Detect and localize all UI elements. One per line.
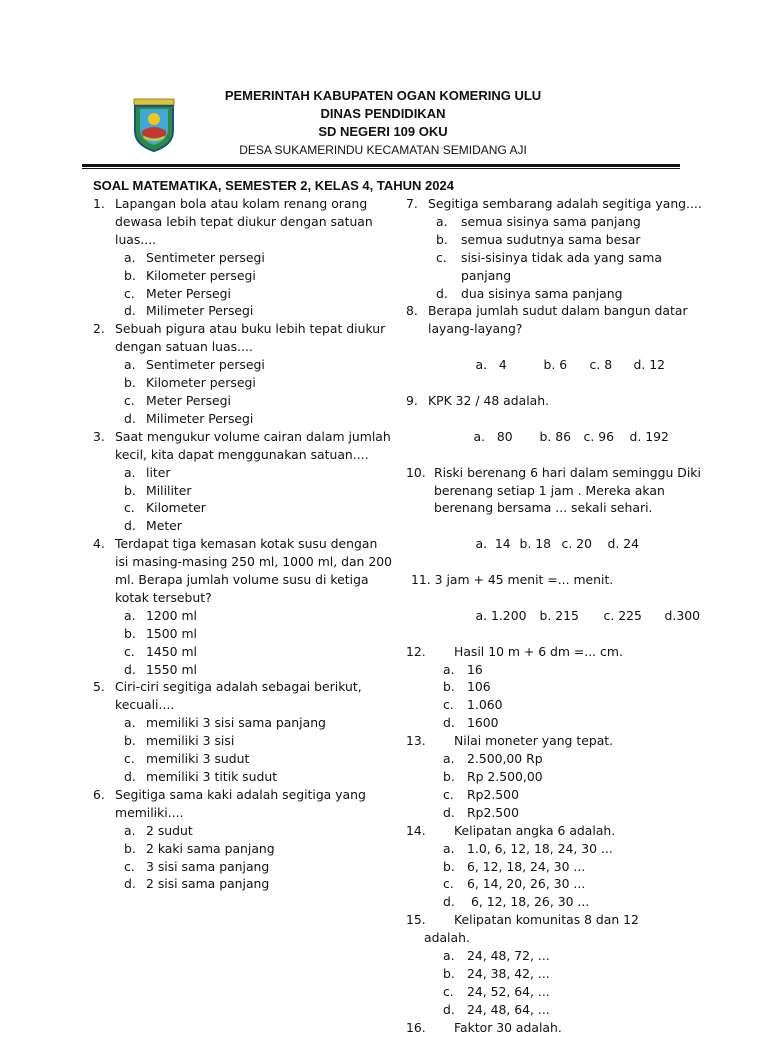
option-b: b. 6 [543,357,568,373]
option-a: a. 16 [443,661,483,677]
option-b: b. memiliki 3 sisi [124,733,235,749]
header-government: PEMERINTAH KABUPATEN OGAN KOMERING ULU [224,88,542,103]
question-text: Sebuah pigura atau buku lebih tepat diukur dengan satuan luas.... [115,321,386,355]
option-c: c. Kilometer [124,500,206,516]
option-d: d. dua sisinya sama panjang [436,285,623,301]
option-b: b. semua sudutnya sama besar [436,231,641,247]
option-c: c. 6, 14, 20, 26, 30 ... [443,876,586,892]
option-c: c. memiliki 3 sudut [124,751,250,767]
header-divider-thin [82,168,680,169]
question-text: Kelipatan komunitas 8 dan 12 [454,912,639,928]
option-c: c. 8 [589,357,613,373]
question-text: Ciri-ciri segitiga adalah sebagai berikut, kecuali.... [115,679,362,713]
option-d: d. Milimeter Persegi [124,303,254,319]
header-school: SD NEGERI 109 OKU [318,124,448,139]
option-a: a. 4 [475,357,507,373]
question-text: Segitiga sama kaki adalah segitiga yang memiliki.... [115,786,366,820]
option-d: d. 6, 12, 18, 26, 30 ... [443,894,590,910]
question-text: Lapangan bola atau kolam renang orang dewasa lebih tepat diukur dengan satuan luas.... [115,196,373,247]
question-text: KPK 32 / 48 adalah. [428,392,550,408]
option-c: c. sisi-sisinya tidak ada yang sama panjang [436,249,662,283]
option-b: b. Kilometer persegi [124,267,256,283]
question-16: 16. Faktor 30 adalah. [406,1019,562,1035]
option-b: b. 2 kaki sama panjang [124,840,275,856]
inline-options [406,517,711,571]
question-5: 5. Ciri-ciri segitiga adalah sebagai berikut, kecuali.... a. memiliki 3 sisi sama panjang b. memiliki 3 sisi c. memiliki 3 sudut d. memiliki 3 titik sudut [93,678,393,785]
option-a: a. 1200 ml [124,607,197,623]
question-9: 9. KPK 32 / 48 adalah. a. 80 b. 86 c. 96 d. 192 [406,392,711,464]
inline-options [406,338,711,392]
option-a: a. 2.500,00 Rp [443,751,543,767]
option-b: b. Mililiter [124,482,192,498]
right-column [406,195,711,1037]
inline-options [406,589,711,643]
option-a: a. Sentimeter persegi [124,249,265,265]
option-d: d. 2 sisi sama panjang [124,876,270,892]
option-a: a. 2 sudut [124,822,193,838]
option-d: d. 192 [629,428,669,444]
option-b: b. Rp 2.500,00 [443,769,543,784]
option-a: a. Sentimeter persegi [124,357,265,373]
option-c: c. 1.060 [443,697,503,713]
option-c: c. 24, 52, 64, ... [443,983,550,999]
question-3: 3. Saat mengukur volume cairan dalam jumlah kecil, kita dapat menggunakan satuan.... a. liter b. Mililiter c. Kilometer d. Meter [93,428,393,535]
question-1: 1. Lapangan bola atau kolam renang orang dewasa lebih tepat diukur dengan satuan luas.... a. Sentimeter persegi b. Kilometer persegi c. Meter Persegi d. Milimeter Persegi [93,195,393,320]
option-c: c. 3 sisi sama panjang [124,858,270,874]
question-text: Faktor 30 adalah. [454,1019,562,1035]
question-text: Terdapat tiga kemasan kotak susu dengan isi masing-masing 250 ml, 1000 ml, dan 200 ml. Berapa jumlah volume susu di ketiga kotak tersebut? [115,536,392,605]
question-14: 14. Kelipatan angka 6 adalah. a. 1.0, 6, 12, 18, 24, 30 ... b. 6, 12, 18, 24, 30 ... c. 6, 14, 20, 26, 30 ... d. 6, 12, 18, 26, 30 ... [406,822,711,912]
option-c: c. Meter Persegi [124,285,231,301]
left-column [93,195,393,893]
option-b: b. Kilometer persegi [124,375,256,391]
option-a: a. semua sisinya sama panjang [436,213,641,229]
option-b: b. 1500 ml [124,625,197,641]
header-department: DINAS PENDIDIKAN [320,106,446,121]
option-d: d. 24, 48, 64, ... [443,1001,550,1017]
question-10: 10. Riski berenang 6 hari dalam seminggu Diki berenang setiap 1 jam . Mereka akan berenang bersama ... sekali sehari. a. 14 b. 18 c. 20 d. 24 [406,464,711,571]
option-a: a. 1.200 [475,607,527,623]
question-12: 12. Hasil 10 m + 6 dm =... cm. a. 16 b. 106 c. 1.060 d. 1600 [406,643,711,733]
regency-emblem-icon [132,97,176,153]
option-d: d.300 [664,607,700,623]
question-4: 4. Terdapat tiga kemasan kotak susu dengan isi masing-masing 250 ml, 1000 ml, dan 200 ml. Berapa jumlah volume susu di ketiga kotak tersebut? a. 1200 ml b. 1500 ml c. 1450 ml d. 1550 ml [93,536,392,677]
question-text: Saat mengukur volume cairan dalam jumlah kecil, kita dapat menggunakan satuan.... [115,428,391,462]
question-text-continued: adalah. [424,930,470,946]
option-c: c. 225 [603,607,642,623]
option-a: a. liter [124,464,171,480]
question-text: Nilai moneter yang tepat. [454,733,614,749]
question-15: 15. Kelipatan komunitas 8 dan 12 adalah. a. 24, 48, 72, ... b. 24, 38, 42, ... c. 24, 52, 64, ... d. 24, 48, 64, ... [406,911,711,1018]
option-a: a. 1.0, 6, 12, 18, 24, 30 ... [443,840,613,856]
option-a: a. 14 [475,536,511,552]
option-b: b. 6, 12, 18, 24, 30 ... [443,858,586,874]
inline-options [406,410,711,464]
option-d: d. memiliki 3 titik sudut [124,769,278,784]
option-d: d. Rp2.500 [443,804,519,820]
option-b: b. 18 [519,536,552,552]
option-b: b. 24, 38, 42, ... [443,965,550,981]
question-8: 8. Berapa jumlah sudut dalam bangun datar layang-layang? a. 4 b. 6 c. 8 d. 12 [406,302,711,392]
option-d: d. Milimeter Persegi [124,410,254,426]
option-d: d. 12 [633,357,666,373]
option-b: b. 106 [443,679,491,695]
option-c: c. 1450 ml [124,643,197,659]
option-d: d. 1600 [443,715,499,731]
exam-title: SOAL MATEMATIKA, SEMESTER 2, KELAS 4, TAHUN 2024 [93,178,454,193]
question-6: 6. Segitiga sama kaki adalah segitiga yang memiliki.... a. 2 sudut b. 2 kaki sama panjang c. 3 sisi sama panjang d. 2 sisi sama panjang [93,786,393,893]
option-b: b. 86 [539,428,572,444]
option-c: c. Rp2.500 [443,786,519,802]
question-text: Riski berenang 6 hari dalam seminggu Diki berenang setiap 1 jam . Mereka akan berenang bersama ... sekali sehari. [434,464,701,516]
option-d: d. Meter [124,518,182,534]
option-d: d. 24 [607,536,640,552]
question-text: Kelipatan angka 6 adalah. [454,822,616,838]
header-divider [82,164,680,167]
option-d: d. 1550 ml [124,661,197,677]
option-a: a. 24, 48, 72, ... [443,948,550,964]
option-a: a. 80 [473,428,513,444]
option-c: c. 20 [561,536,592,552]
question-2: 2. Sebuah pigura atau buku lebih tepat diukur dengan satuan luas.... a. Sentimeter persegi b. Kilometer persegi c. Meter Persegi d. Milimeter Persegi [93,320,393,427]
question-text: 11. 3 jam + 45 menit =... menit. [411,572,614,588]
option-b: b. 215 [539,607,579,623]
option-c: c. 96 [583,428,614,444]
option-c: c. Meter Persegi [124,392,231,408]
question-7: 7. Segitiga sembarang adalah segitiga yang.... a. semua sisinya sama panjang b. semua sudutnya sama besar c. sisi-sisinya tidak ada yang sama panjang d. dua sisinya sama panjang [406,195,711,302]
header-address: DESA SUKAMERINDU KECAMATAN SEMIDANG AJI [239,143,527,157]
question-13: 13. Nilai moneter yang tepat. a. 2.500,00 Rp b. Rp 2.500,00 c. Rp2.500 d. Rp2.500 [406,732,711,822]
question-text: Berapa jumlah sudut dalam bangun datar layang-layang? [428,303,688,337]
option-a: a. memiliki 3 sisi sama panjang [124,715,326,731]
question-text: Hasil 10 m + 6 dm =... cm. [454,643,623,659]
question-11 [406,571,711,643]
question-text: Segitiga sembarang adalah segitiga yang.... [428,196,702,211]
